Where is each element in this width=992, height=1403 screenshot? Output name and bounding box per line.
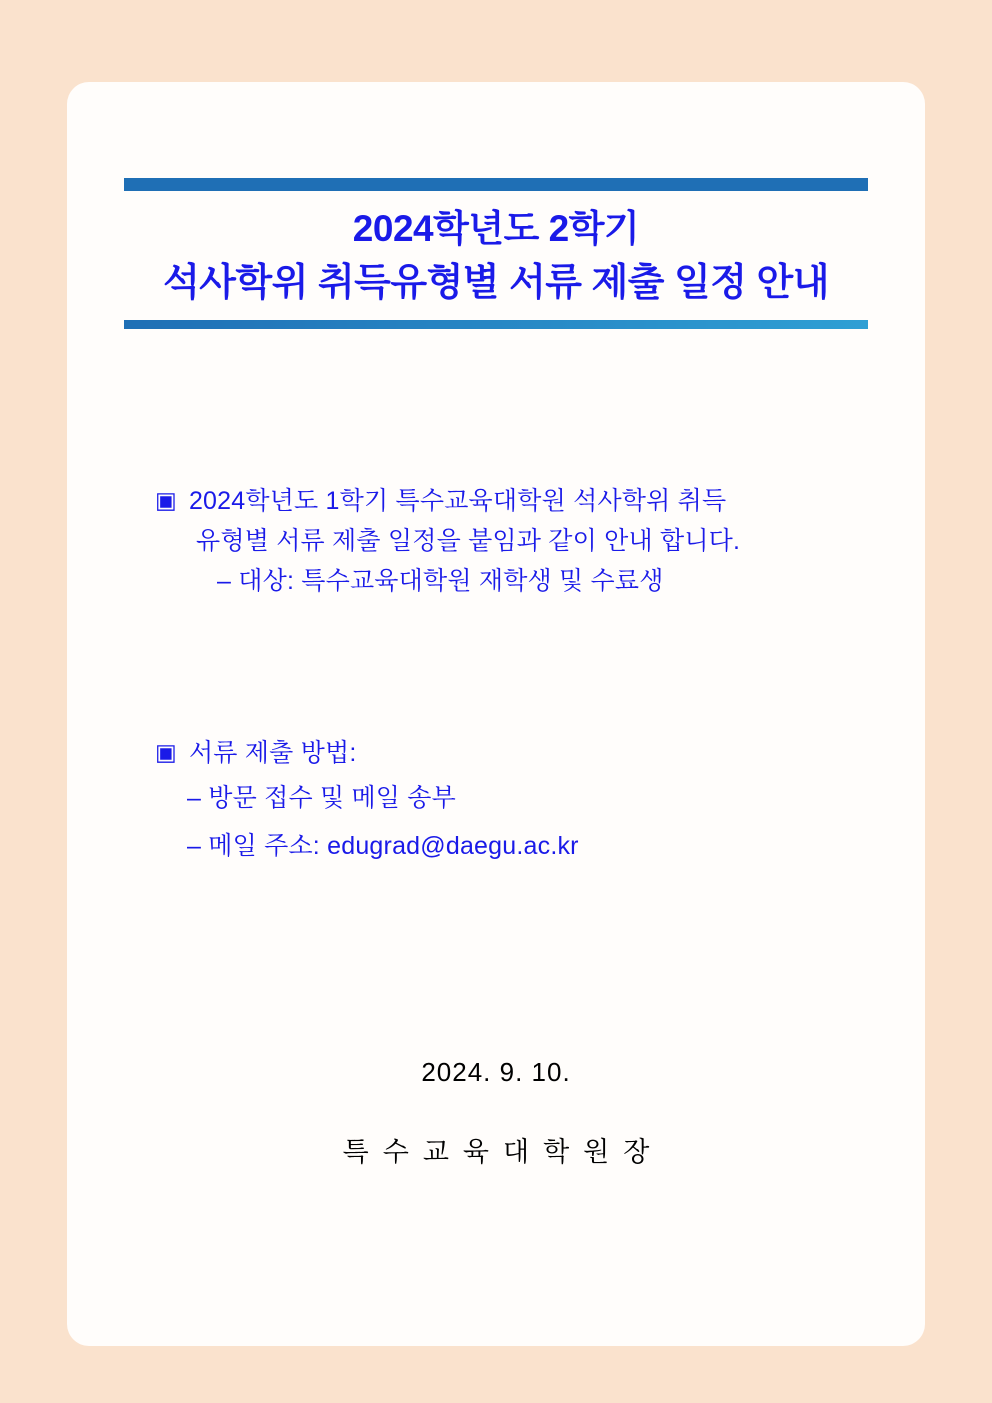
section-1-line-1: 2024학년도 1학기 특수교육대학원 석사학위 취득 (188, 487, 727, 515)
section-2-heading-row (155, 734, 955, 774)
section-1-heading-row (155, 482, 955, 522)
document-footer (67, 1057, 925, 1169)
dash-bullet-icon: – (187, 783, 202, 812)
section-2-item-2-label: 메일 주소: (208, 832, 320, 861)
contact-email[interactable]: edugrad@daegu.ac.kr (327, 832, 579, 861)
section-2-item-1-text: 방문 접수 및 메일 송부 (208, 783, 456, 812)
dash-bullet-icon: – (187, 832, 202, 861)
section-2-item-2 (187, 822, 955, 871)
document-title-block (124, 178, 868, 329)
square-bullet-icon: ▣ (155, 487, 177, 513)
dash-bullet-icon: – (217, 567, 232, 595)
section-1-line-2: 유형별 서류 제출 일정을 붙임과 같이 안내 합니다. (196, 526, 741, 555)
section-1-target-row (217, 561, 955, 601)
page-title-line-2: 석사학위 취득유형별 서류 제출 일정 안내 (163, 262, 829, 305)
title-bottom-rule (124, 320, 868, 329)
notice-section-1 (155, 482, 955, 601)
notice-section-2 (155, 734, 955, 871)
page-title-line-1: 2024학년도 2학기 (352, 208, 640, 249)
section-2-item-1 (187, 774, 955, 823)
issue-date: 2024. 9. 10. (421, 1057, 571, 1087)
title-top-rule (124, 178, 868, 191)
document-page (67, 82, 925, 1346)
square-bullet-icon: ▣ (155, 739, 177, 765)
page-title (124, 191, 868, 320)
section-1-line-3: 대상: 특수교육대학원 재학생 및 수료생 (238, 567, 664, 595)
section-2-heading: 서류 제출 방법: (188, 739, 357, 767)
issuer-name: 특수교육대학원장 (342, 1137, 664, 1167)
